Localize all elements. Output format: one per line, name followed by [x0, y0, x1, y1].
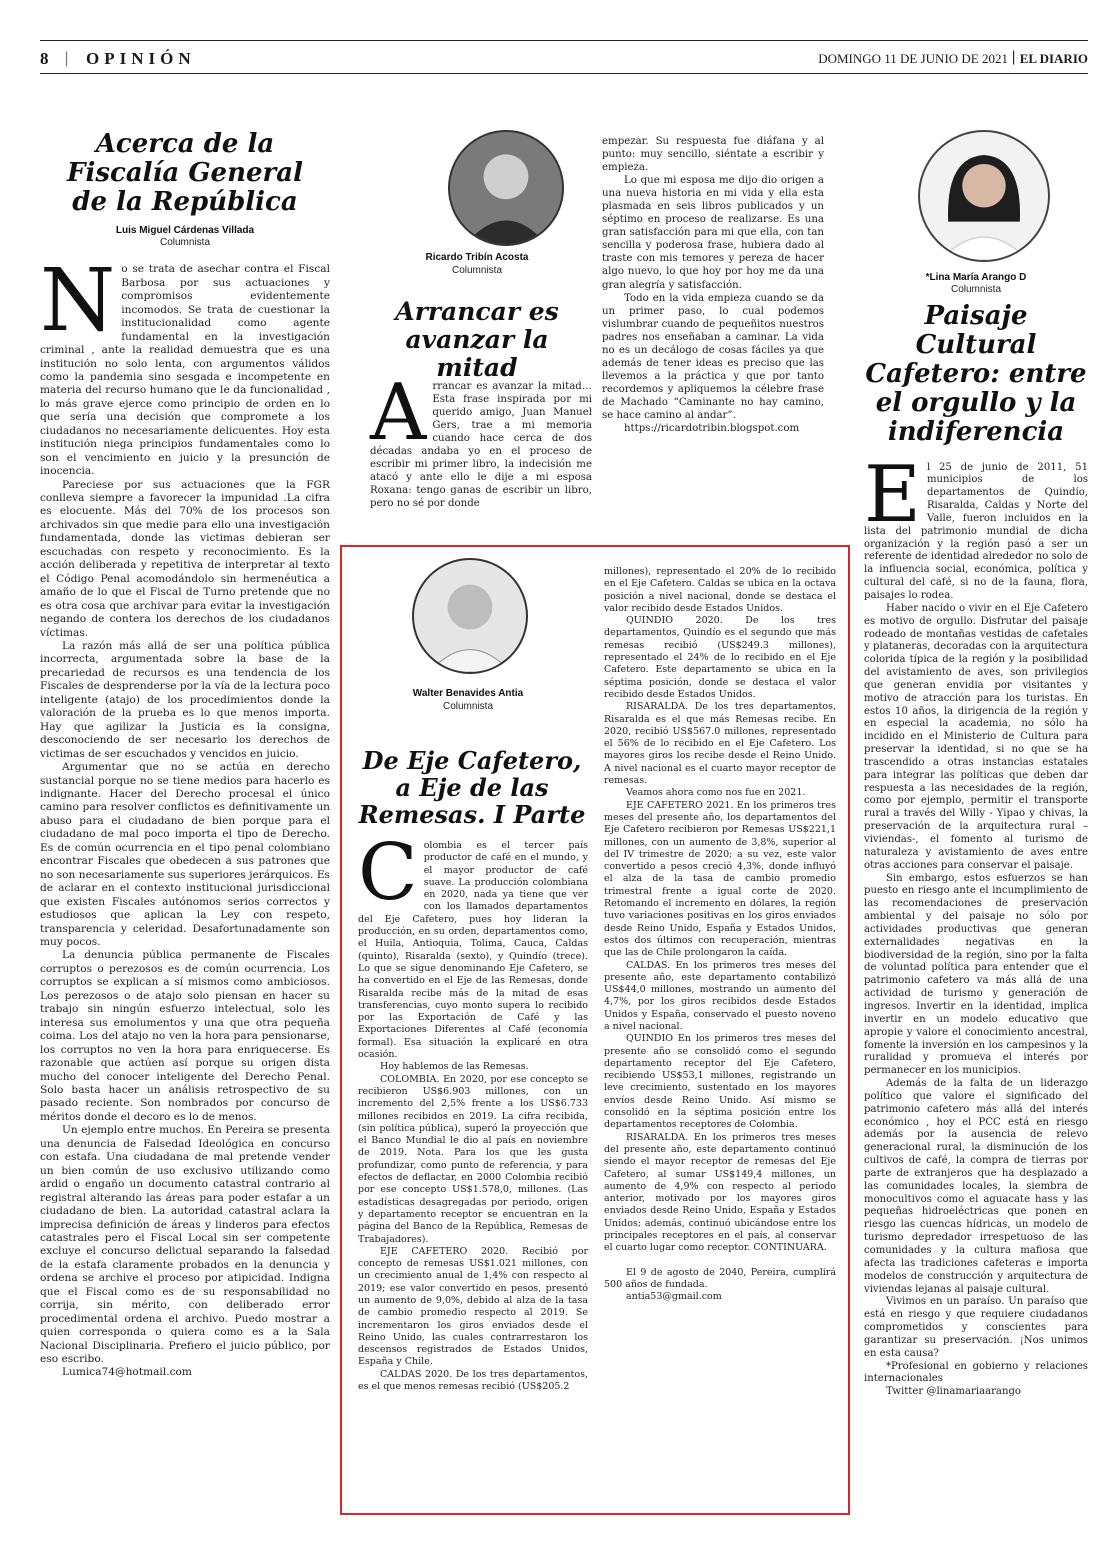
portrait-icon [450, 132, 562, 244]
page-header [40, 40, 1088, 74]
paragraph: Además de la falta de un liderazgo político que valore el significado del patrimonio cafetero más allá del interés económico , hoy el PCC está en riesgo además por la ausencia de relevo generacional rural, la disminución de los cultivos de café, la compra de tierras por parte de extranjeros que ha desplazado a las comunidades locales, la siembra de monocultivos como el aguacate hass y las pequeñas hidroeléctricas que ponen en riesgo las cuencas hídricas, un modelo de turismo depredador irrespetuoso de las comunidades y la cultura mafiosa que afecta las tradiciones cafeteras e importa modelos de construcción y arquitectura de viviendas lejanas al paisaje cultural. [864, 1078, 1088, 1295]
article-title: Arrancar es avanzar la mitad [395, 297, 559, 382]
article-remesas [352, 558, 842, 1508]
article-title: De Eje Cafetero, a Eje de las Remesas. I Parte [358, 746, 586, 829]
drop-cap: E [864, 449, 921, 540]
paragraph: o se trata de asechar contra el Fiscal Barbosa por sus actuaciones y compromisos evidentemente incomodos. Se trata de cuestionar la institucionalidad como agente fundamental en la investigación criminal , ante la realidad demuestra que es una institución no solo lenta, con argumentos válidos como la pandemia sino sesgada e incompetente en materia del recurso humano que le da funcionalidad , lo más grave ejerce como principio de orden en lo que sería una decisión que compromete a los ciudadanos no necesariamente delicuentes. Hoy esta institución niega principios fundamentales como lo son el vencimiento en juicio y la presunción de inocencia. [40, 263, 330, 478]
paragraph: QUINDIO 2020. De los tres departamentos, Quindío es el segundo que más remesas recibió (US$249.3 millones), representado el 24% de lo recibido en el Eje Cafetero. Este departamento se ubica en la séptima posición, donde se destaca el valor recibido desde Estados Unidos. [604, 615, 836, 700]
paragraph: El 9 de agosto de 2040, Pereira, cumplirá 500 años de fundada. [604, 1266, 836, 1290]
paragraph: Haber nacido o vivir en el Eje Cafetero es motivo de orgullo. Disfrutar del paisaje rodeado de montañas vestidas de cafetales y plataneras, decoradas con la arquitectura colorida típica de la región y la posibilidad del avistamiento de aves, son privilegios que generan envidia por visitantes y motivo de atracción para los turistas. En estos 10 años, la dirigencia de la región y en especial la academia, no sólo ha incidido en el Ministerio de Cultura para preservar la identidad, si no que se ha trascendido a otras instancias estatales para integrar las políticas que deben dar respuesta a las necesidades de la región, como por ejemplo, permitir el transporte rural a través del Willy - Yipao y chivas, la preservación de la arquitectura rural –viviendas-, el fomento al turismo de naturaleza y avistamiento de aves entre otras acciones para conservar el paisaje. [864, 602, 1088, 871]
paragraph: Lo que mi esposa me dijo dio origen a una nueva historia en mi vida y ella esta plasmada en seis libros publicados y un séptimo en proceso de realizarse. Es una gran satisfacción para mi que ella, con tan sencilla y poderosa frase, hubiera dado al traste con mis temores y pereza de hacer algo nuevo, lo que hoy por hoy me da una gran alegría y satisfacción. [602, 175, 824, 291]
paragraph: Hoy hablemos de las Remesas. [380, 1061, 529, 1073]
author-role: Columnista [442, 701, 494, 712]
author-name: Ricardo Tribín Acosta [425, 252, 529, 263]
article-title: Paisaje Cultural Cafetero: entre el orgullo y la indiferencia [865, 301, 1087, 448]
twitter-handle[interactable]: Twitter @linamariaarango [886, 1386, 1021, 1398]
header-separator: | [64, 49, 70, 67]
article-body-left [370, 368, 592, 510]
paragraph: rrancar es avanzar la mitad… Esta frase inspirada por mi querido amigo, Juan Manuel Gers, trae a mi memoria cuando hace cerca de dos décadas andaba yo en el proceso de escribir mi primer libro, la indecisión me atacó y ante ello le dije a mi esposa Roxana: tengo ganas de escribir un libro, pero no sé por donde [370, 381, 592, 510]
paragraph: COLOMBIA. En 2020, por ese concepto se recibieron US$6.903 millones, con un incremento del 2,5% frente a los US$6.733 millones recibidos en 2019. La cifra recibida, (sin política pública), superó la proyección que el Banco Mundial le dio al país en noviembre de 2019. Nota. Para los que les gusta profundizar, como punto de referencia, y para efectos de deflactar, en 2000 Colombia recibió por ese concepto US$1.578,0, millones. (Las estadísticas desagregadas por periodo, origen y departamento receptor se encuentran en la página del Banco de la República, Remesas de Trabajadores). [358, 1073, 588, 1245]
paragraph: millones), representado el 20% de lo recibido en el Eje Cafetero. Caldas se ubica en la octava posición a nivel nacional, donde se destaca el valor recibido desde Estados Unidos. [604, 566, 836, 614]
article-body-right [604, 566, 836, 1304]
paragraph: Un ejemplo entre muchos. En Pereira se presenta una denuncia de Falsedad Ideológica en concurso con estafa. Una ciudadana de mal pretende vender un bien común de uso exclusivo utilizando como ardid o engaño un documento catastral contrario al registral alterando las áreas para poder estafar a un ciudadano de bien. La autoridad catastral aclara la imprecisa definición de áreas y linderos para efectos catastrales pero el Fiscal Local sin ser competente excluye el concurso delictual separando la falsedad de la estafa claramente probados en la denuncia y ordena se archive el proceso por atipicidad. Indigna que el Fiscal como es de su responsabilidad no corrija, sin mérito, con deliberado error procedimental ordena el archivo. Puedo mostrar a quien corresponda o quiera como es a la Sala Nacional Disciplinaria. Prefiero el juicio público, por eso escribo. [40, 1124, 330, 1366]
portrait-icon [920, 132, 1048, 260]
paragraph: EJE CAFETERO 2020. Recibió por concepto de remesas US$1.021 millones, con un crecimiento anual de 1,4% con respecto al 2019; ese valor convertido en pesos, presentó un aumento de 9,0%, debido al alza de la tasa de cambio promedio respecto al 2019. Se incrementaron los giros enviados desde el Reino Unido, las cuales contrarrestaron los descensos registrados de Estados Unidos, España y Chile. [358, 1245, 588, 1368]
article-paisaje [864, 130, 1088, 1399]
paragraph: empezar. Su respuesta fue diáfana y al punto: muy sencillo, siéntate a escribir y empieza. [602, 136, 824, 174]
paragraph: l 25 de junio de 2011, 51 municipios de los departamentos de Quindío, Risaralda, Caldas y Norte del Valle, fueron incluidos en la lista del patrimonio mundial de dicha organización y la región pasó a ser un referente de identidad alrededor no solo de la influencia social, económica, política y cultural del café, si no de la fauna, flora, paisajes lo rodea. [864, 461, 1088, 601]
author-name: *Lina María Arango D [925, 272, 1027, 283]
issue-date: DOMINGO 11 DE JUNIO DE 2021 [818, 51, 1008, 66]
paragraph: olombia es el tercer país productor de café en el mundo, y el mayor productor de café suave. La producción colombiana en 2020, nada ya tiene que ver con los llamados departamentos del Eje Cafetero, pues hoy lideran la producción, en su orden, departamentos como, el Huila, Antioquia, Tolima, Cauca, Caldas (quinto), Risaralda (sexto), y Quindío (trece). Lo que se sigue denominando Eje Cafetero, se ha convertido en el Eje de las Remesas, donde Risaralda recibe más de la mitad de esas transferencias, cuyo monto supera lo recibido por las Exportación de Café y las Exportaciones Diferentes al Café (economía formal). Esa situación la explicaré en otra ocasión. [358, 840, 588, 1061]
blog-link[interactable]: https://ricardotribin.blogspot.com [624, 423, 800, 435]
author-role: Columnista [950, 284, 1002, 295]
drop-cap: C [358, 828, 418, 918]
newspaper-name: EL DIARIO [1019, 51, 1088, 66]
paragraph: Sin embargo, estos esfuerzos se han puesto en riesgo ante el incumplimiento de las recomendaciones de preservación ambiental y del paisaje no sólo por actividades productivas que generan externalidades negativas en la biodiversidad de la región, sino por la falta de voluntad política para entender que el patrimonio cafetero va más allá de una actividad de turismo y generación de ingresos. Invertir en la identidad, implica invertir en un modelo educativo que apropie y valore el conocimiento ancestral, fomente la inversión en los campesinos y la ruralidad y promueva el interés por permanecer en los municipios. [864, 872, 1088, 1077]
article-arrancar [362, 130, 832, 540]
article-body-left [358, 828, 588, 1393]
author-photo-ricardo [448, 130, 564, 246]
article-title: Acerca de la Fiscalía General de la República [67, 129, 303, 218]
author-name: Luis Miguel Cárdenas Villada [115, 225, 255, 237]
portrait-icon [414, 560, 526, 672]
author-photo-lina [918, 130, 1050, 262]
article-body [40, 251, 331, 1380]
author-email[interactable]: Lumica74@hotmail.com [62, 1366, 192, 1379]
author-role: Columnista [451, 265, 503, 276]
paragraph: EJE CAFETERO 2021. En los primeros tres meses del presente año, los departamentos del Eje Cafetero recibieron por Remesas US$221,1 millones, con un aumento de 3,8%, superior al del IV trimestre de 2020; a su vez, este valor convertido a pesos creció 4,3%, donde influyó el alza de la tasa de cambio promedio trimestral frente a igual corte de 2020. Retomando el incremento en dólares, la región tuvo variaciones positivas en los giros enviados desde Reino Unido, España y Estados Unidos, estos dos últimos con recuperación, mientras que las de Chile prolongaron la caída. [604, 799, 836, 959]
paragraph: Veamos ahora como nos fue en 2021. [626, 787, 806, 799]
article-body [864, 449, 1088, 1400]
drop-cap: A [370, 368, 427, 458]
header-bar: | [1011, 49, 1016, 65]
paragraph: Vivimos en un paraíso. Un paraíso que está en riesgo y que requiere ciudadanos comprometidos y conscientes para garantizar su preservación. ¡Nos unimos en esta causa? [864, 1296, 1088, 1359]
paragraph: CALDAS 2020. De los tres departamentos, es el que menos remesas recibió (US$205.2 [358, 1368, 588, 1393]
author-note: *Profesional en gobierno y relaciones internacionales [864, 1360, 1088, 1385]
paragraph: Pareciese por sus actuaciones que la FGR conlleva siempre a favorecer la impunidad .La cifra es elocuente. Más del 70% de los procesos son archivados sin que medie para ello una investigación fundamentada, donde las victimas debieran ser escuchadas con respeto y reconocimiento. Es la acción deliberada y repetitiva de interpretar al texto el Código Penal acomodándolo sin hermenéutica a amaño de lo que el Fiscal de Turno pretende que no es otra cosa que archivar para evitar la investigación negando de contera los derechos de los ciudadanos víctimas. [40, 478, 330, 639]
page-number: 8 [40, 49, 49, 68]
paragraph: La denuncia pública permanente de Fiscales corruptos o perezosos es de común ocurrencia. Los corruptos se explican a sí mismos como ambiciosos. Los perezosos o de atajo solo piensan en hacer su trabajo sin ningún esfuerzo intelectual, solo les interesa sus emolumentos y una que otra pequeña coima. Los del atajo no ven la hora para pensionarse, los corruptos no ven la hora para enriquecerse. Es razonable que actúen así porque su origen dista mucho del conocer inteligente del Derecho Penal. Solo basta hacer un análisis retrospectivo de su pasado reciente. Son nombrados por concurso de méritos donde el decoro es lo de menos. [40, 949, 330, 1123]
author-name: Walter Benavides Antia [412, 688, 524, 699]
paragraph: RISARALDA. De los tres departamentos, Risaralda es el que más Remesas recibe. En 2020, recibió US$567.0 millones, representado el 56% de lo recibido en el Eje Cafetero. Los mayores giros los recibe desde el Reino Unido. A nivel nacional es el cuarto mayor receptor de remesas. [604, 701, 836, 787]
paragraph: Todo en la vida empieza cuando se da un primer paso, lo cual podemos vislumbrar cuando de pequeñitos nuestros padres nos enseñaban a caminar. La vida no es un decálogo de cosas fáciles ya que además de tener ideas es preciso que las llevemos a la práctica y que por tanto recordemos y apliquemos la célebre frase de Machado “Caminante no hay camino, se hace camino al andar”. [602, 292, 824, 421]
paragraph: CALDAS. En los primeros tres meses del presente año, este departamento contabilizó US$44,0 millones, mostrando un aumento del 4,7%, por los giros recibidos desde Estados Unidos y España, conservado el puesto noveno a nivel nacional. [604, 959, 836, 1032]
drop-cap: N [40, 251, 116, 352]
author-role: Columnista [159, 237, 211, 249]
section-name: OPINIÓN [86, 49, 196, 68]
paragraph: RISARALDA. En los primeros tres meses del presente año, este departamento continuó siendo el mayor receptor de remesas del Eje Cafetero, al sumar US$149,4 millones, un aumento de 4,9% con respecto al periodo anterior, motivado por los mayores giros enviados desde Reino Unido, España y Estados Unidos; además, continuó ubicándose entre los principales receptores en el país, al conservar el cuarto lugar como receptor. CONTINUARA. [604, 1131, 836, 1254]
paragraph: QUINDIO En los primeros tres meses del presente año se consolidó como el segundo departamento receptor del Eje Cafetero, recibiendo US$53,1 millones, registrando un leve crecimiento, sustentado en los mayores envíos desde Reino Unido. Así mismo se consolidó en la séptima posición entre los departamentos receptores de Colombia. [604, 1033, 836, 1131]
article-body-right [602, 135, 824, 435]
author-photo-walter [412, 558, 528, 674]
article-fiscalia [40, 130, 330, 1380]
paragraph: La razón más allá de ser una política pública incorrecta, argumentada sobre la base de la precariedad de recursos es una tendencia de los Fiscales de desprenderse por la vía de la lectura poco inteligente (atajo) de los procedimientos donde la valoración de la prueba es lo que menos importa. Hay que agilizar la Justicia es la consigna, desconociendo de ser necesario los derechos de victimas de ser escuchados y vencidos en juicio. [40, 640, 331, 760]
author-email[interactable]: antia53@gmail.com [626, 1291, 722, 1303]
paragraph: Argumentar que no se actúa en derecho sustancial porque no se tiene medios para hacerlo es indignante. Hacer del Derecho procesal el único camino para resolver conflictos es definitivamente un abuso para el ciudadano de bien porque para el ciudadano de mal poco importa el tipo de Derecho. Es de común ocurrencia en el tipo penal colombiano encontrar Fiscales que obedecen a sus patrones que no son necesariamente sus superiores jerárquicos. Es de aclarar en el contexto institucional jurisdiccional que existen Fiscales autónomos serios correctos y estudiosos que aplican la Ley con respeto, transparencia y celeridad. Desafortunadamente son muy pocos. [40, 761, 330, 948]
